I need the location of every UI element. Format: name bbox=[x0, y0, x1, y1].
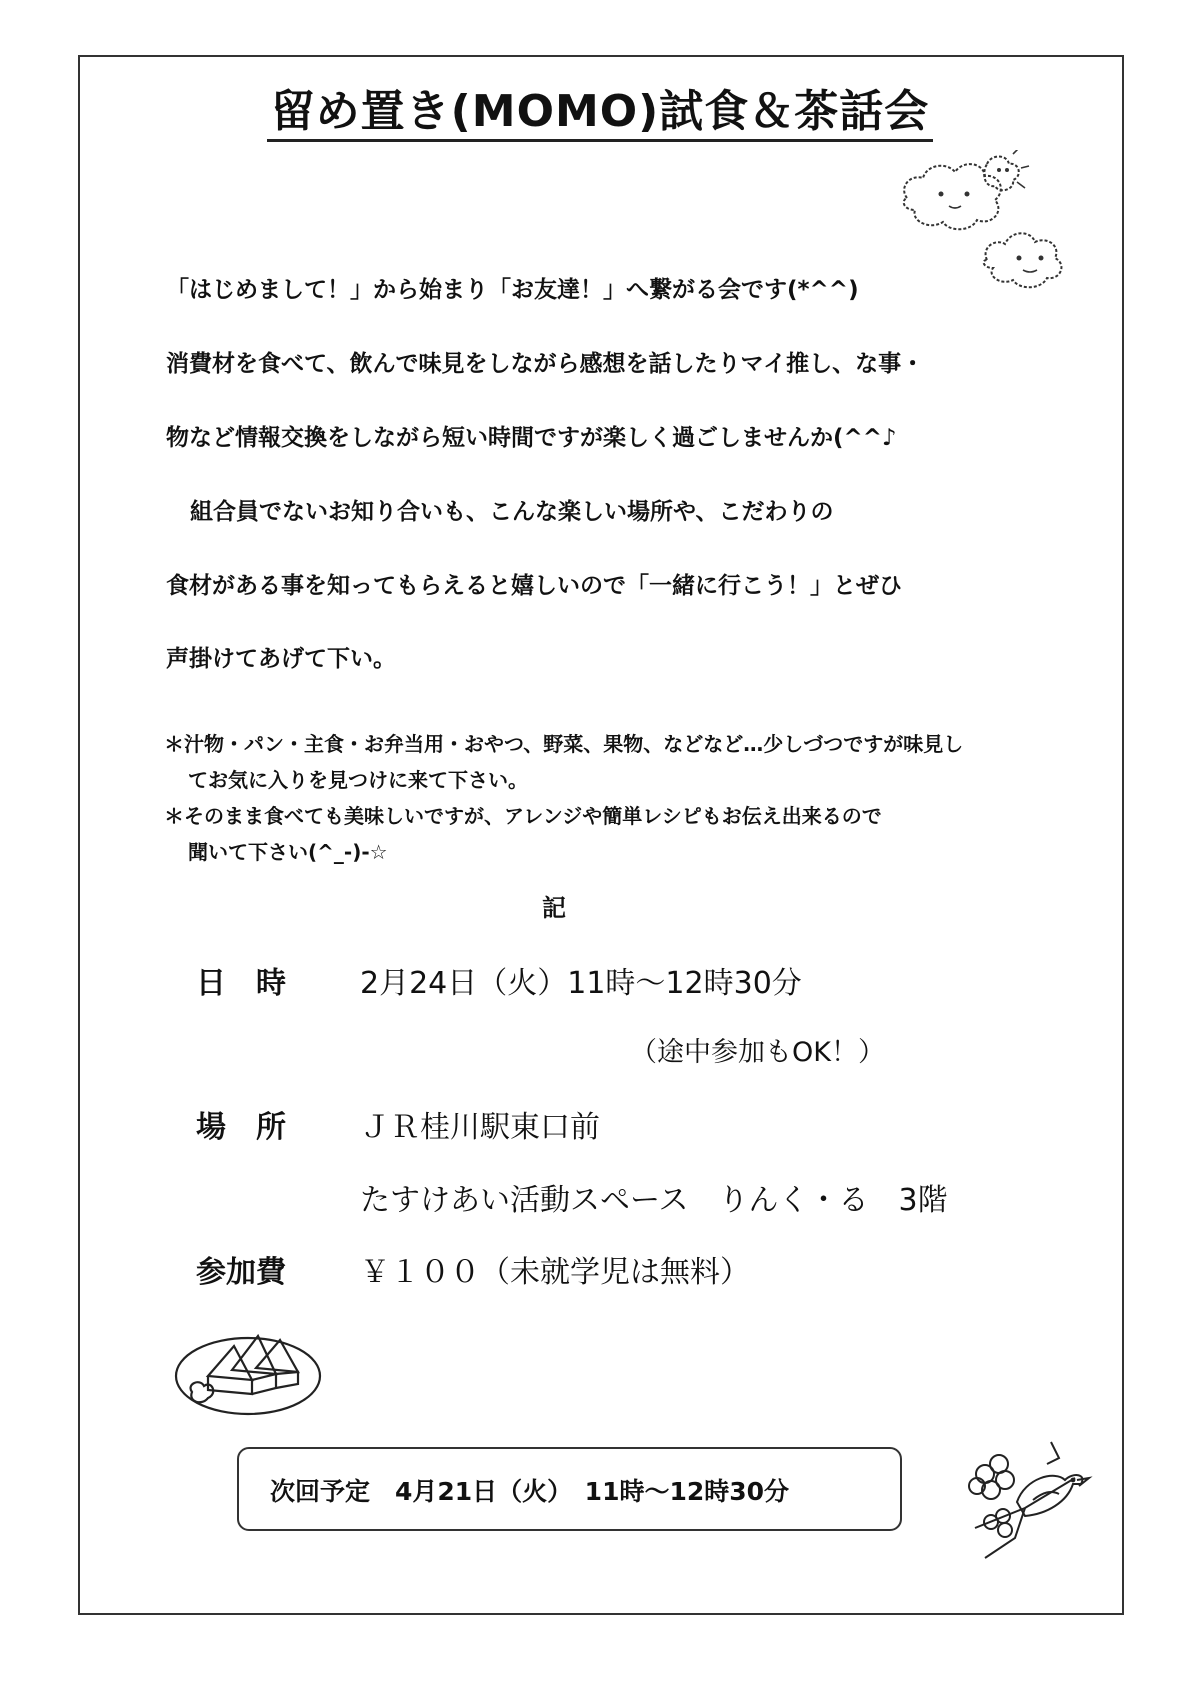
datetime-note: （途中参加もOK！） bbox=[630, 1037, 885, 1068]
note-line-3: ＊そのまま食べても美味しいですが、アレンジや簡単レシピもお伝え出来るので bbox=[164, 804, 882, 828]
note-line-2: てお気に入りを見つけに来て下さい。 bbox=[188, 768, 528, 792]
intro-line-2: 消費材を食べて、飲んで味見をしながら感想を話したりマイ推し、な事・ bbox=[166, 351, 925, 377]
datetime-label: 日 時 bbox=[196, 966, 286, 1001]
intro-line-3: 物など情報交換をしながら短い時間ですが楽しく過ごしませんか(^^♪ bbox=[166, 425, 897, 451]
cloud-face-icon bbox=[895, 150, 1095, 320]
note-line-1: ＊汁物・パン・主食・お弁当用・おやつ、野菜、果物、などなど…少しづつですが味見し bbox=[164, 732, 964, 756]
page-title: 留め置き(MOMO)試食＆茶話会 bbox=[0, 75, 1200, 139]
place-label: 場 所 bbox=[196, 1110, 286, 1145]
next-schedule-text: 次回予定 4月21日（火） 11時～12時30分 bbox=[270, 1477, 790, 1506]
sandwich-plate-icon bbox=[172, 1318, 332, 1428]
bird-flower-icon bbox=[955, 1418, 1095, 1568]
intro-line-6: 声掛けてあげて下い。 bbox=[166, 646, 396, 672]
intro-line-1: 「はじめまして！」から始まり「お友達！」へ繋がる会です(*^^) bbox=[166, 277, 859, 303]
intro-line-5: 食材がある事を知ってもらえると嬉しいので「一緒に行こう！」とぜひ bbox=[166, 573, 902, 599]
note-line-4: 聞いて下さい(^_-)-☆ bbox=[188, 840, 388, 864]
fee-value: ￥１００（未就学児は無料） bbox=[360, 1255, 750, 1290]
place-value-1: ＪＲ桂川駅東口前 bbox=[360, 1110, 600, 1145]
datetime-value: 2月24日（火）11時～12時30分 bbox=[360, 966, 802, 1001]
fee-label: 参加費 bbox=[196, 1255, 286, 1290]
ki-heading: 記 bbox=[542, 894, 566, 922]
place-value-2: たすけあい活動スペース りんく・る 3階 bbox=[360, 1183, 948, 1218]
intro-line-4: 組合員でないお知り合いも、こんな楽しい場所や、こだわりの bbox=[190, 499, 834, 525]
